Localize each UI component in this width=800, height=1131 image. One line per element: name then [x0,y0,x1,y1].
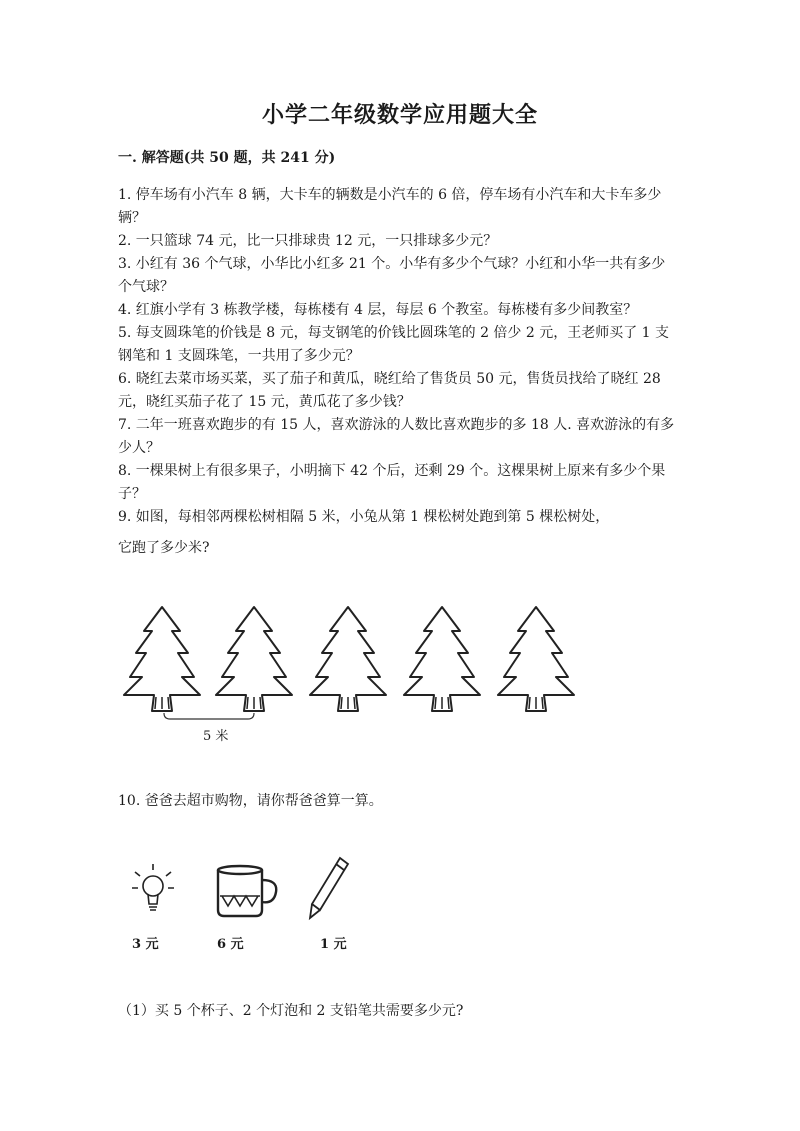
cup-price: 6 元 [217,937,244,952]
distance-label: 5 米 [203,729,229,744]
section-heading: 一. 解答题(共 50 题，共 241 分) [118,150,336,166]
question-3: 3. 小红有 36 个气球，小华比小红多 21 个。小华有多少个气球？小红和小华一共有多少个气球？ [118,256,666,295]
bulb-price: 3 元 [132,937,159,952]
question-7: 7. 二年一班喜欢跑步的有 15 人，喜欢游泳的人数比喜欢跑步的多 18 人. 喜欢游泳的有多少人？ [118,417,675,456]
pine-tree-3 [310,607,386,711]
question-6: 6. 晓红去菜市场买菜，买了茄子和黄瓜，晓红给了售货员 50 元，售货员找给了晓红 28 元，晓红买茄子花了 15 元，黄瓜花了多少钱？ [118,371,661,410]
cup-icon [218,866,276,916]
light-bulb-icon [132,864,174,910]
pine-tree-5 [498,607,574,711]
sub-question-1: （1）买 5 个杯子、2 个灯泡和 2 支铅笔共需要多少元? [118,1003,464,1019]
question-1: 1. 停车场有小汽车 8 辆，大卡车的辆数是小汽车的 6 倍，停车场有小汽车和大卡车多少辆？ [118,187,662,226]
page-title: 小学二年级数学应用题大全 [261,102,538,128]
question-10: 10. 爸爸去超市购物，请你帮爸爸算一算。 [118,793,383,809]
pine-trees-figure [122,597,582,757]
question-8: 8. 一棵果树上有很多果子，小明摘下 42 个后，还剩 29 个。这棵果树上原来有多少个果子？ [118,463,666,502]
question-9-continuation: 它跑了多少米? [118,540,210,556]
question-5: 5. 每支圆珠笔的价钱是 8 元，每支钢笔的价钱比圆珠笔的 2 倍少 2 元，王老师买了 1 支钢笔和 1 支圆珠笔，一共用了多少元？ [118,325,670,364]
question-9: 9. 如图，每相邻两棵松树相隔 5 米，小兔从第 1 棵松树处跑到第 5 棵松树处， [118,509,610,525]
pine-tree-2 [216,607,292,711]
distance-bracket [164,713,254,719]
question-2: 2. 一只篮球 74 元，比一只排球贵 12 元，一只排球多少元？ [118,233,498,249]
pencil-price: 1 元 [320,937,347,952]
pencil-icon [310,858,348,918]
question-list [118,184,678,529]
pine-tree-4 [404,607,480,711]
pine-tree-1 [124,607,200,711]
question-4: 4. 红旗小学有 3 栋教学楼，每栋楼有 4 层，每层 6 个教室。每栋楼有多少间教室？ [118,302,638,318]
